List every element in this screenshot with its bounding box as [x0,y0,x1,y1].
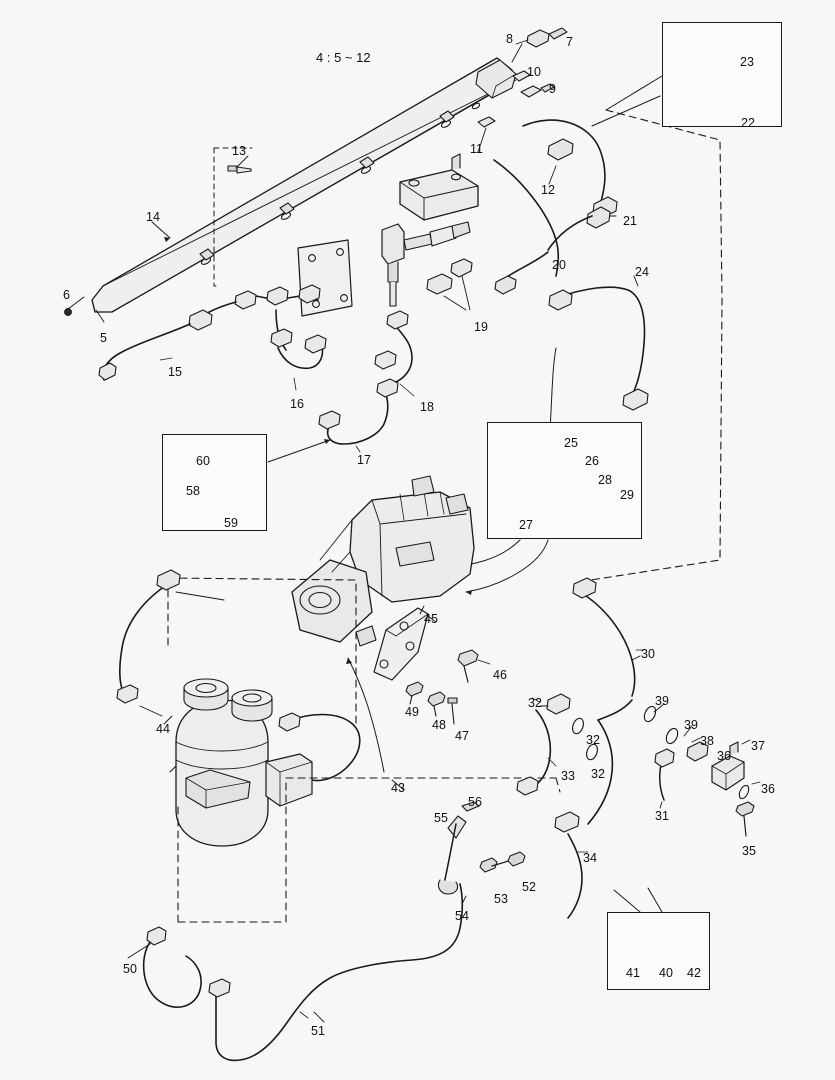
fittings-19 [427,259,472,310]
callout-8: 8 [506,32,513,46]
callout-18: 18 [420,400,434,414]
callout-35: 35 [742,844,756,858]
callout-22: 22 [741,116,755,130]
diagram-title-label: 4 : 5 ~ 12 [316,50,371,65]
callout-11: 11 [470,142,483,156]
callout-9: 9 [549,82,556,96]
callout-40: 40 [659,966,673,980]
callout-52: 52 [522,880,536,894]
callout-59: 59 [224,516,238,530]
callout-28: 28 [598,473,612,487]
callout-7: 7 [566,35,573,49]
callout-45: 45 [424,612,438,626]
callout-19: 19 [474,320,488,334]
callout-15: 15 [168,365,182,379]
callout-29: 29 [620,488,634,502]
callout-37: 37 [751,739,765,753]
callout-50: 50 [123,962,137,976]
bolt-13 [228,166,251,173]
callout-30: 30 [641,647,655,661]
callout-58: 58 [186,484,200,498]
inset-22-23 [662,22,782,127]
callout-20: 20 [552,258,566,272]
callout-41: 41 [626,966,640,980]
callout-38: 38 [700,734,714,748]
callout-12: 12 [541,183,555,197]
callout-16: 16 [290,397,304,411]
callout-32-b: 32 [586,733,600,747]
callout-25: 25 [564,436,578,450]
injection-pump [292,476,474,646]
callout-51: 51 [311,1024,325,1038]
callout-26: 26 [585,454,599,468]
pipe-44 [117,570,180,716]
pipe-24 [549,276,648,410]
callout-56: 56 [468,795,482,809]
callout-21: 21 [623,214,637,228]
fuel-filter-assembly [170,679,312,846]
callout-14: 14 [146,210,160,224]
callout-27: 27 [519,518,533,532]
callout-49: 49 [405,705,419,719]
callout-13: 13 [232,144,246,158]
callout-24: 24 [635,265,649,279]
callout-47: 47 [455,729,469,743]
callout-46: 46 [493,668,507,682]
callout-6: 6 [63,288,70,302]
callout-53: 53 [494,892,508,906]
callout-33: 33 [561,769,575,783]
injector-fittings-top [478,28,573,184]
callout-23: 23 [740,55,754,69]
callout-36-a: 36 [717,749,731,763]
callout-32-a: 32 [528,696,542,710]
mount-plate-center [298,240,352,316]
bracket-45 [374,606,428,680]
callout-48: 48 [432,718,446,732]
callout-43: 43 [391,781,405,795]
linkage-53-56 [438,802,525,904]
callout-36-b: 36 [761,782,775,796]
pipe-16 [271,310,326,390]
callout-55: 55 [434,811,448,825]
pipe-50 [144,927,201,1007]
callout-54: 54 [455,909,469,923]
pipe-51 [209,884,462,1060]
callout-31: 31 [655,809,669,823]
callout-60: 60 [196,454,210,468]
pipe-30 [573,578,644,720]
callout-39-a: 39 [655,694,669,708]
distribution-block [400,154,478,220]
callout-32-c: 32 [591,767,605,781]
callout-44: 44 [156,722,170,736]
inset-58-60 [162,434,267,531]
callout-5: 5 [100,331,107,345]
callout-39-b: 39 [684,718,698,732]
pipe-17 [319,379,398,452]
callout-17: 17 [357,453,371,467]
callout-10: 10 [527,65,541,79]
pipe-20 [494,160,610,294]
callout-42: 42 [687,966,701,980]
callout-34: 34 [583,851,597,865]
